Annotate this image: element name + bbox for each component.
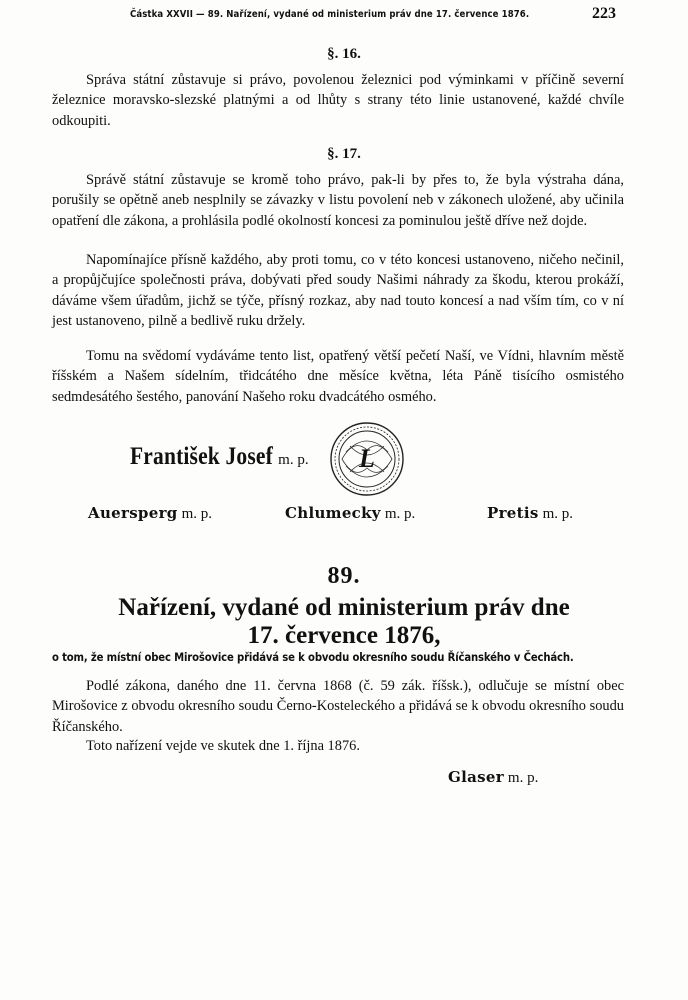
minister-signature-3	[487, 504, 573, 523]
section-16-text: Správa státní zůstavuje si právo, povolenou železnici pod výminkami v příčině severní železnice moravsko-slezské platnými a od lhůty s strany této linie ustanovené, každé chvíle odkoupiti.	[52, 72, 624, 129]
seal-monogram: L	[359, 444, 375, 473]
decree-signer-name: Glaser	[448, 768, 504, 786]
section-17-text: Správě státní zůstavuje se kromě toho právo, pak-li by přes to, že byla výstraha dána, porušily se opětně aneb nesplnily se závazky v listu povolení neb v zákonech uložené, aby učinila opatření dle zákona, a prohlásila podlé okolností koncesi za pominulou ještě dříve než dojde.	[52, 172, 624, 229]
decree-title-line-1: Nařízení, vydané od ministerium práv dne	[118, 594, 570, 621]
closing-paragraph-2: Tomu na svědomí vydáváme tento list, opatřený větší pečetí Naší, ve Vídni, hlavním městě říšském a Našem sídelním, třidcátého dne měsíce května, léta Páně tisícího osmistého sedmdesátého šestého, panování Našeho roku dvadcátého osmého.	[52, 348, 624, 405]
decree-paragraph-2: Toto nařízení vejde ve skutek dne 1. října 1876.	[86, 738, 360, 754]
page-number: 223	[592, 5, 616, 22]
decree-subject: o tom, že místní obec Mirošovice přidává se k obvodu okresního soudu Říčanského v Čechách.	[52, 651, 574, 664]
running-head: Částka XXVII — 89. Nařízení, vydané od ministerium práv dne 17. července 1876.	[130, 9, 530, 20]
decree-paragraph-1: Podlé zákona, daného dne 11. června 1868 (č. 59 zák. říšsk.), odlučuje se místní obec Mirošovice z obvodu okresního soudu Černo-Kosteleckého a přidává se k obvodu okresního soudu Říčanského.	[52, 678, 624, 735]
decree-signature	[448, 768, 538, 787]
minister-name: Chlumecky	[285, 504, 381, 522]
minister-signature-2	[285, 504, 415, 523]
section-17-heading: §. 17.	[327, 146, 361, 162]
decree-signer-mp: m. p.	[507, 770, 539, 786]
section-16-heading: §. 16.	[327, 46, 361, 62]
decree-title-line-2: 17. července 1876,	[247, 622, 441, 649]
emperor-mp: m. p.	[278, 452, 309, 468]
emperor-name: František Josef	[130, 443, 273, 470]
minister-name: Pretis	[487, 504, 539, 522]
minister-signature-1	[88, 504, 212, 523]
minister-mp: m. p.	[384, 506, 416, 522]
minister-name: Auersperg	[88, 504, 178, 522]
minister-mp: m. p.	[542, 506, 574, 522]
decree-number: 89.	[327, 563, 361, 589]
seal-emblem-icon	[328, 420, 406, 498]
decree-title	[0, 594, 688, 650]
minister-mp: m. p.	[181, 506, 212, 522]
imperial-seal	[328, 420, 406, 498]
closing-paragraph-1: Napomínajíce přísně každého, aby proti tomu, co v této koncesi ustanoveno, ničeho nečinil, a propůjčujíce společnosti práva, dobývati před soudy Našimi náhrady za škodu, kterou prokáží, dáváme všem úřadům, jichž se týče, přísný rozkaz, aby nad touto koncesí a nad vším tím, co v ní jest ustanoveno, pilně a bedlivě ruku držely.	[52, 252, 624, 329]
emperor-signature	[130, 443, 309, 471]
